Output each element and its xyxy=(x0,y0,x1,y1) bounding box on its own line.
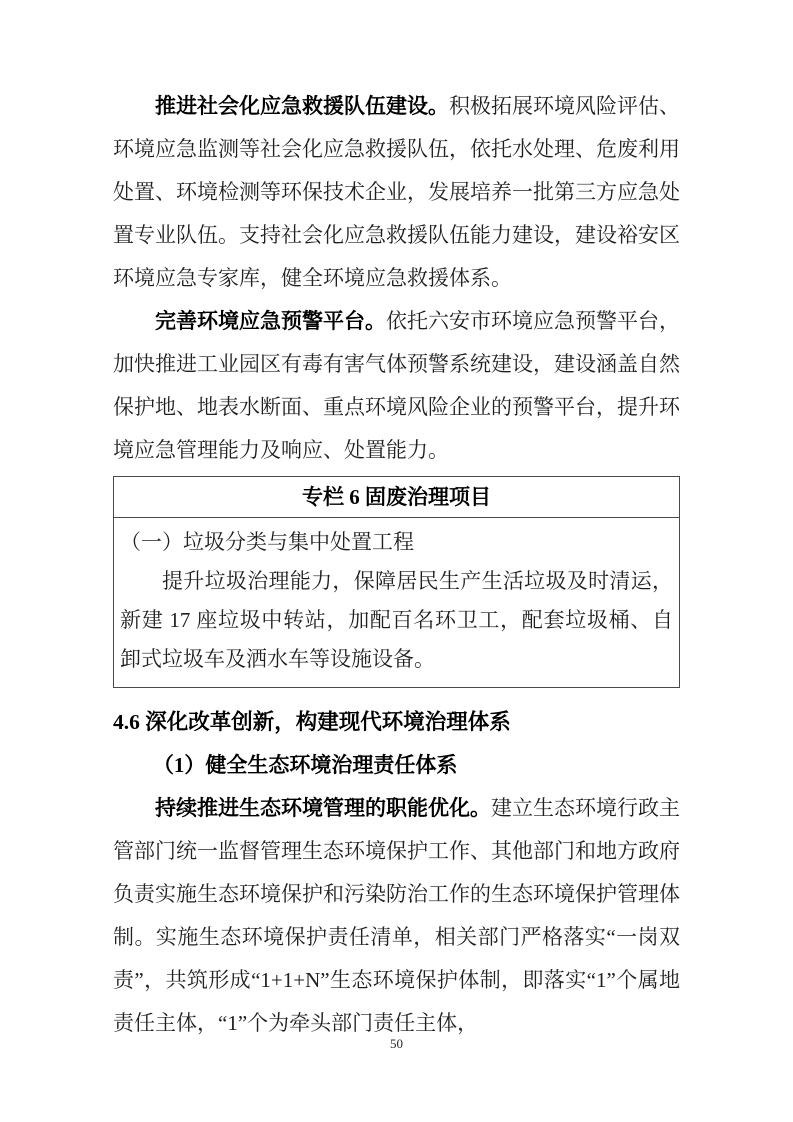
paragraph-lead-bold: 持续推进生态环境管理的职能优化。 xyxy=(155,796,491,820)
callout-box-title: 专栏 6 固废治理项目 xyxy=(114,477,679,518)
paragraph-text: 积极拓展环境风险评估、环境应急监测等社会化应急救援队伍，依托水处理、危废利用处置、环境检测等环保技术企业，发展培养一批第三方应急处置专业队伍。支持社会化应急救援队伍能力建设，建设裕安区环境应急专家库，健全环境应急救援体系。 xyxy=(113,94,680,290)
page-number: 50 xyxy=(390,1036,403,1051)
body-paragraph-emergency-rescue xyxy=(113,85,680,300)
section-heading-4-6: 4.6 深化改革创新，构建现代环境治理体系 xyxy=(113,710,511,734)
paragraph-lead-bold: 推进社会化应急救援队伍建设。 xyxy=(155,94,449,118)
paragraph-lead-bold: 完善环境应急预警平台。 xyxy=(155,309,386,333)
body-paragraph-management-optimization xyxy=(113,787,680,1045)
callout-item-heading: （一）垃圾分类与集中处置工程 xyxy=(120,530,414,554)
document-content xyxy=(113,85,680,1045)
paragraph-text: 建立生态环境行政主管部门统一监督管理生态环境保护工作、其他部门和地方政府负责实施生态环境保护和污染防治工作的生态环境保护管理体制。实施生态环境保护责任清单，相关部门严格落实“一岗双责”，共筑形成“1+1+N”生态环境保护体制，即落实“1”个属地责任主体，“1”个为牵头部门责任主体， xyxy=(113,796,680,1035)
callout-box-body xyxy=(114,518,679,687)
paragraph-text: 依托六安市环境应急预警平台，加快推进工业园区有毒有害气体预警系统建设，建设涵盖自然保护地、地表水断面、重点环境风险企业的预警平台，提升环境应急管理能力及响应、处置能力。 xyxy=(113,309,680,462)
callout-item-body: 提升垃圾治理能力，保障居民生产生活垃圾及时清运，新建 17 座垃圾中转站，加配百名环卫工，配套垃圾桶、自卸式垃圾车及洒水车等设施设备。 xyxy=(120,569,673,671)
callout-box-solid-waste-projects xyxy=(113,476,680,688)
sub-heading-responsibility-system: （1）健全生态环境治理责任体系 xyxy=(152,753,458,777)
body-paragraph-warning-platform xyxy=(113,300,680,472)
